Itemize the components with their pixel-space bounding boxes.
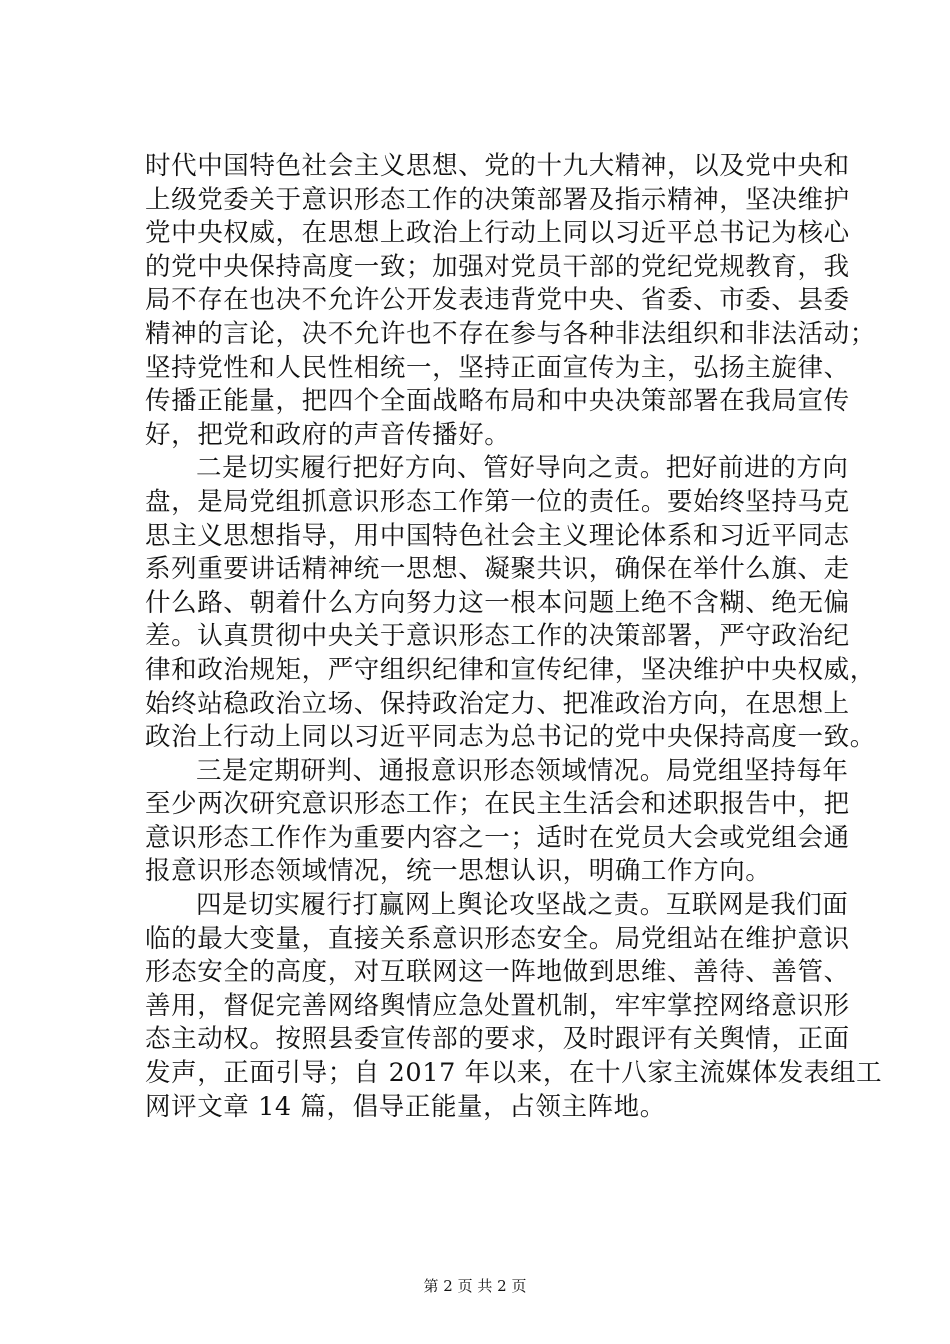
text-line: 系列重要讲话精神统一思想、凝聚共识，确保在举什么旗、走 (145, 554, 850, 585)
text-line: 政治上行动上同以习近平同志为总书记的党中央保持高度一致。 (145, 722, 876, 753)
text-line: 坚持党性和人民性相统一，坚持正面宣传为主，弘扬主旋律、 (145, 352, 850, 383)
text-line: 局不存在也决不允许公开发表违背党中央、省委、市委、县委 (145, 285, 850, 316)
paragraph-first-line: 三是定期研判、通报意识形态领域情况。局党组坚持每年 (196, 755, 849, 786)
text-line: 思主义思想指导，用中国特色社会主义理论体系和习近平同志 (145, 520, 850, 551)
text-line: 上级党委关于意识形态工作的决策部署及指示精神，坚决维护 (145, 184, 850, 215)
text-line: 网评文章 14 篇，倡导正能量，占领主阵地。 (145, 1091, 666, 1122)
text-line: 时代中国特色社会主义思想、党的十九大精神，以及党中央和 (145, 151, 850, 181)
text-line: 发声，正面引导；自 2017 年以来，在十八家主流媒体发表组工 (145, 1058, 883, 1089)
paragraph-first-line: 四是切实履行打赢网上舆论攻坚战之责。互联网是我们面 (196, 890, 849, 921)
text-line: 临的最大变量，直接关系意识形态安全。局党组站在维护意识 (145, 923, 850, 954)
text-line: 意识形态工作作为重要内容之一；适时在党员大会或党组会通 (145, 822, 850, 853)
body-text (145, 150, 883, 1124)
text-line: 形态安全的高度，对互联网这一阵地做到思维、善待、善管、 (145, 957, 850, 988)
text-line: 始终站稳政治立场、保持政治定力、把准政治方向，在思想上 (145, 688, 850, 719)
text-line: 善用，督促完善网络舆情应急处置机制，牢牢掌控网络意识形 (145, 990, 850, 1021)
text-line: 律和政治规矩，严守组织纪律和宣传纪律，坚决维护中央权威， (145, 654, 876, 685)
text-line: 传播正能量，把四个全面战略布局和中央决策部署在我局宣传 (145, 386, 850, 417)
paragraph-first-line: 二是切实履行把好方向、管好导向之责。把好前进的方向 (196, 453, 849, 484)
text-line: 差。认真贯彻中央关于意识形态工作的决策部署，严守政治纪 (145, 621, 850, 652)
page-footer: 第 2 页 共 2 页 (423, 1277, 527, 1295)
text-line: 报意识形态领域情况，统一思想认识，明确工作方向。 (145, 856, 772, 887)
text-line: 盘，是局党组抓意识形态工作第一位的责任。要始终坚持马克 (145, 486, 850, 517)
text-line: 至少两次研究意识形态工作；在民主生活会和述职报告中，把 (145, 789, 850, 820)
text-line: 态主动权。按照县委宣传部的要求，及时跟评有关舆情，正面 (145, 1024, 850, 1055)
text-line: 什么路、朝着什么方向努力这一根本问题上绝不含糊、绝无偏 (145, 587, 850, 618)
text-line: 党中央权威，在思想上政治上行动上同以习近平总书记为核心 (145, 218, 850, 249)
text-line: 的党中央保持高度一致；加强对党员干部的党纪党规教育，我 (145, 251, 850, 282)
text-line: 精神的言论，决不允许也不存在参与各种非法组织和非法活动； (145, 318, 876, 349)
text-line: 好，把党和政府的声音传播好。 (145, 419, 511, 450)
